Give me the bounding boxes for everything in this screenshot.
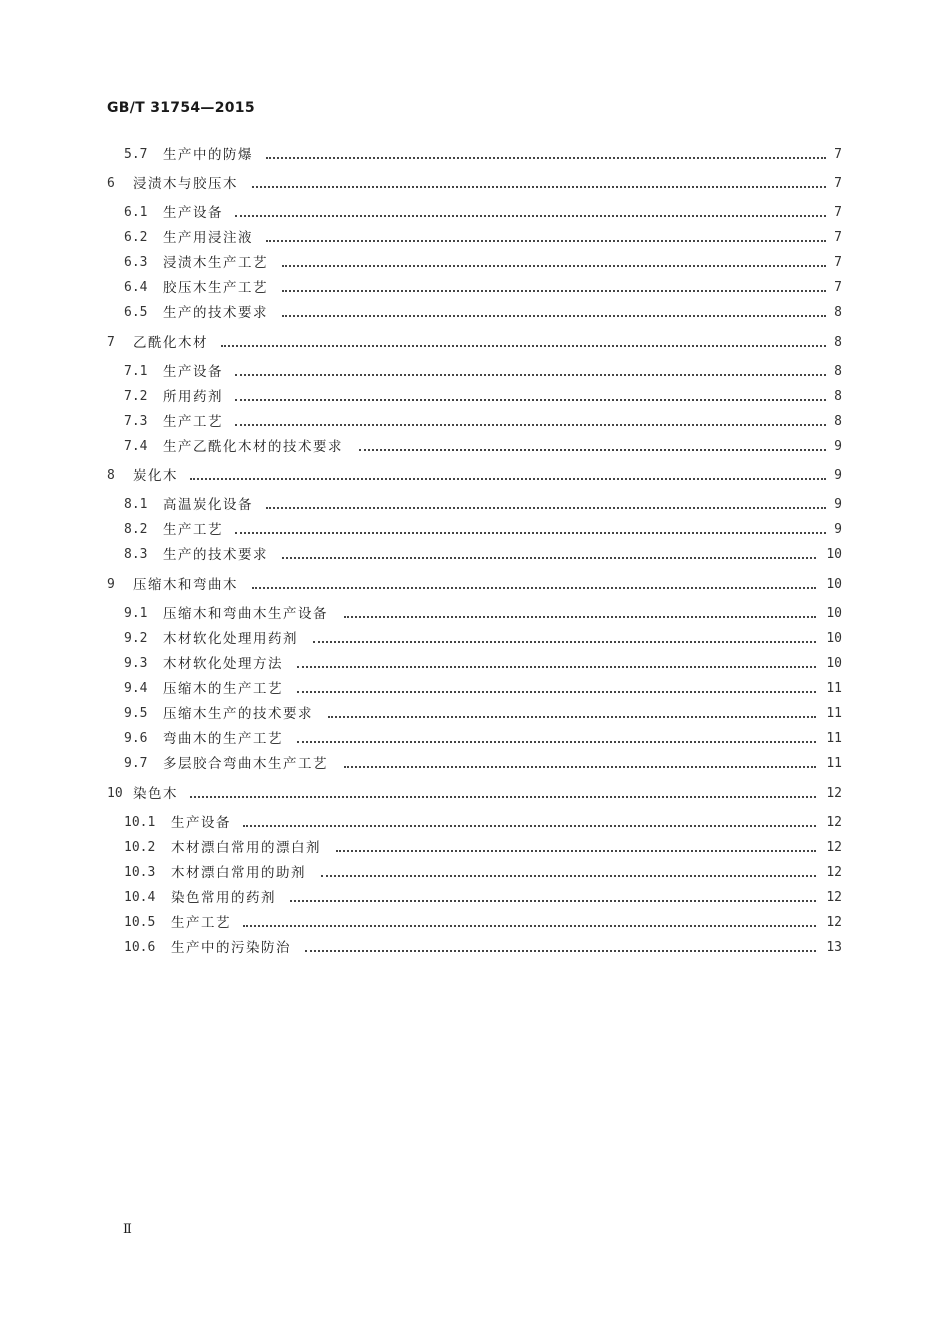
toc-entry[interactable] (0, 813, 950, 833)
toc-entry-page: 7 (834, 230, 842, 245)
toc-entry-title: 生产设备 (171, 815, 231, 831)
toc-entry-number: 9.3 (124, 656, 148, 671)
toc-entry-title: 生产工艺 (163, 522, 223, 538)
toc-entry[interactable] (0, 495, 950, 515)
toc-entry-number: 8 (107, 468, 115, 483)
toc-entry-page: 7 (834, 280, 842, 295)
toc-entry-title: 炭化木 (133, 468, 178, 484)
toc-dot-leader (282, 290, 827, 292)
toc-entry-number: 10 (107, 786, 123, 801)
toc-entry-page: 11 (826, 731, 842, 746)
toc-dot-leader (266, 507, 826, 509)
toc-entry-number: 6 (107, 176, 115, 191)
toc-dot-leader (297, 691, 816, 693)
toc-entry-page: 11 (826, 756, 842, 771)
page-number: Ⅱ (123, 1222, 132, 1237)
toc-dot-leader (190, 478, 827, 480)
toc-entry-title: 木材软化处理用药剂 (163, 631, 298, 647)
toc-dot-leader (252, 587, 817, 589)
toc-entry-page: 10 (826, 631, 842, 646)
toc-entry-page: 7 (834, 176, 842, 191)
toc-entry-number: 9.5 (124, 706, 148, 721)
toc-entry-title: 生产工艺 (171, 915, 231, 931)
toc-entry-page: 11 (826, 681, 842, 696)
toc-entry-number: 10.6 (124, 940, 156, 955)
toc-dot-leader (297, 666, 816, 668)
toc-entry[interactable] (0, 838, 950, 858)
toc-entry-number: 10.4 (124, 890, 156, 905)
toc-dot-leader (290, 900, 817, 902)
toc-dot-leader (235, 424, 826, 426)
toc-entry-title: 弯曲木的生产工艺 (163, 731, 283, 747)
toc-entry-number: 9.2 (124, 631, 148, 646)
toc-entry-number: 10.1 (124, 815, 156, 830)
toc-entry-number: 7.2 (124, 389, 148, 404)
toc-dot-leader (266, 157, 826, 159)
toc-dot-leader (344, 616, 817, 618)
toc-entry-number: 6.4 (124, 280, 148, 295)
toc-entry-title: 生产工艺 (163, 414, 223, 430)
toc-entry-title: 染色常用的药剂 (171, 890, 276, 906)
toc-entry-page: 7 (834, 205, 842, 220)
toc-entry-page: 8 (834, 305, 842, 320)
toc-dot-leader (221, 345, 827, 347)
toc-entry-number: 8.1 (124, 497, 148, 512)
toc-entry-title: 生产用浸注液 (163, 230, 253, 246)
toc-entry-title: 生产中的防爆 (163, 147, 253, 163)
toc-entry[interactable] (0, 362, 950, 382)
toc-dot-leader (252, 186, 827, 188)
toc-dot-leader (313, 641, 817, 643)
toc-entry-page: 7 (834, 147, 842, 162)
toc-entry-page: 10 (826, 656, 842, 671)
toc-dot-leader (243, 825, 816, 827)
toc-entry[interactable] (0, 784, 950, 804)
toc-dot-leader (235, 215, 826, 217)
standard-code: GB/T 31754—2015 (107, 100, 255, 116)
toc-entry[interactable] (0, 203, 950, 223)
toc-entry[interactable] (0, 278, 950, 298)
toc-entry[interactable] (0, 654, 950, 674)
toc-entry-number: 6.2 (124, 230, 148, 245)
toc-entry[interactable] (0, 520, 950, 540)
toc-dot-leader (266, 240, 826, 242)
toc-entry-page: 12 (826, 786, 842, 801)
toc-dot-leader (282, 265, 827, 267)
toc-entry[interactable] (0, 145, 950, 165)
toc-entry[interactable] (0, 253, 950, 273)
toc-entry-title: 生产乙酰化木材的技术要求 (163, 439, 343, 455)
toc-dot-leader (344, 766, 817, 768)
toc-entry-page: 10 (826, 606, 842, 621)
toc-entry-title: 压缩木和弯曲木生产设备 (163, 606, 328, 622)
toc-entry[interactable] (0, 387, 950, 407)
toc-entry-number: 10.3 (124, 865, 156, 880)
toc-entry[interactable] (0, 303, 950, 323)
toc-entry-title: 压缩木的生产工艺 (163, 681, 283, 697)
toc-entry-page: 8 (834, 335, 842, 350)
toc-entry[interactable] (0, 629, 950, 649)
toc-entry-title: 木材漂白常用的助剂 (171, 865, 306, 881)
toc-entry-title: 木材软化处理方法 (163, 656, 283, 672)
toc-entry-number: 9.1 (124, 606, 148, 621)
toc-entry-page: 12 (826, 915, 842, 930)
toc-entry-title: 压缩木生产的技术要求 (163, 706, 313, 722)
toc-dot-leader (235, 532, 826, 534)
toc-entry[interactable] (0, 466, 950, 486)
toc-entry-page: 9 (834, 497, 842, 512)
toc-dot-leader (243, 925, 816, 927)
toc-entry-number: 9.7 (124, 756, 148, 771)
toc-entry-title: 染色木 (133, 786, 178, 802)
toc-entry-title: 乙酰化木材 (133, 335, 208, 351)
toc-entry-page: 12 (826, 815, 842, 830)
toc-entry-page: 9 (834, 522, 842, 537)
toc-entry-page: 11 (826, 706, 842, 721)
toc-entry-number: 9.4 (124, 681, 148, 696)
toc-entry[interactable] (0, 729, 950, 749)
toc-entry[interactable] (0, 913, 950, 933)
toc-dot-leader (305, 950, 816, 952)
toc-entry-number: 7 (107, 335, 115, 350)
toc-entry-title: 生产的技术要求 (163, 547, 268, 563)
toc-entry-title: 浸渍木生产工艺 (163, 255, 268, 271)
toc-entry-title: 所用药剂 (163, 389, 223, 405)
toc-entry-number: 6.5 (124, 305, 148, 320)
toc-entry-number: 8.2 (124, 522, 148, 537)
toc-entry[interactable] (0, 437, 950, 457)
toc-entry-number: 7.4 (124, 439, 148, 454)
toc-entry-number: 6.1 (124, 205, 148, 220)
toc-entry-number: 5.7 (124, 147, 148, 162)
toc-entry[interactable] (0, 679, 950, 699)
toc-dot-leader (297, 741, 816, 743)
toc-entry-page: 8 (834, 414, 842, 429)
toc-entry-title: 生产设备 (163, 205, 223, 221)
toc-entry-page: 8 (834, 364, 842, 379)
toc-entry-page: 9 (834, 439, 842, 454)
toc-entry-title: 生产设备 (163, 364, 223, 380)
toc-entry-page: 12 (826, 840, 842, 855)
toc-entry[interactable] (0, 228, 950, 248)
toc-entry-number: 7.1 (124, 364, 148, 379)
toc-entry[interactable] (0, 888, 950, 908)
toc-dot-leader (328, 716, 816, 718)
toc-entry-page: 7 (834, 255, 842, 270)
toc-entry[interactable] (0, 604, 950, 624)
toc-entry-title: 生产的技术要求 (163, 305, 268, 321)
toc-entry[interactable] (0, 174, 950, 194)
toc-dot-leader (235, 374, 826, 376)
toc-entry-number: 9.6 (124, 731, 148, 746)
toc-dot-leader (321, 875, 817, 877)
toc-entry-page: 10 (826, 547, 842, 562)
toc-entry[interactable] (0, 754, 950, 774)
toc-entry-title: 生产中的污染防治 (171, 940, 291, 956)
toc-entry-number: 9 (107, 577, 115, 592)
toc-dot-leader (336, 850, 816, 852)
toc-entry-number: 10.5 (124, 915, 156, 930)
toc-entry-number: 10.2 (124, 840, 156, 855)
toc-entry-title: 木材漂白常用的漂白剂 (171, 840, 321, 856)
toc-dot-leader (190, 796, 817, 798)
toc-entry-title: 高温炭化设备 (163, 497, 253, 513)
toc-dot-leader (282, 315, 827, 317)
toc-entry-page: 10 (826, 577, 842, 592)
toc-dot-leader (359, 449, 826, 451)
toc-entry-page: 13 (826, 940, 842, 955)
toc-dot-leader (282, 557, 817, 559)
toc-entry-number: 7.3 (124, 414, 148, 429)
toc-entry-page: 9 (834, 468, 842, 483)
toc-entry-title: 压缩木和弯曲木 (133, 577, 238, 593)
toc-entry-title: 胶压木生产工艺 (163, 280, 268, 296)
toc-entry[interactable] (0, 704, 950, 724)
toc-entry-page: 12 (826, 865, 842, 880)
toc-entry[interactable] (0, 545, 950, 565)
toc-entry-page: 8 (834, 389, 842, 404)
toc-entry[interactable] (0, 938, 950, 958)
toc-entry[interactable] (0, 412, 950, 432)
toc-entry-page: 12 (826, 890, 842, 905)
toc-entry[interactable] (0, 863, 950, 883)
toc-entry-number: 6.3 (124, 255, 148, 270)
toc-entry[interactable] (0, 333, 950, 353)
toc-entry[interactable] (0, 575, 950, 595)
toc-entry-title: 浸渍木与胶压木 (133, 176, 238, 192)
toc-entry-number: 8.3 (124, 547, 148, 562)
toc-dot-leader (235, 399, 826, 401)
toc-entry-title: 多层胶合弯曲木生产工艺 (163, 756, 328, 772)
